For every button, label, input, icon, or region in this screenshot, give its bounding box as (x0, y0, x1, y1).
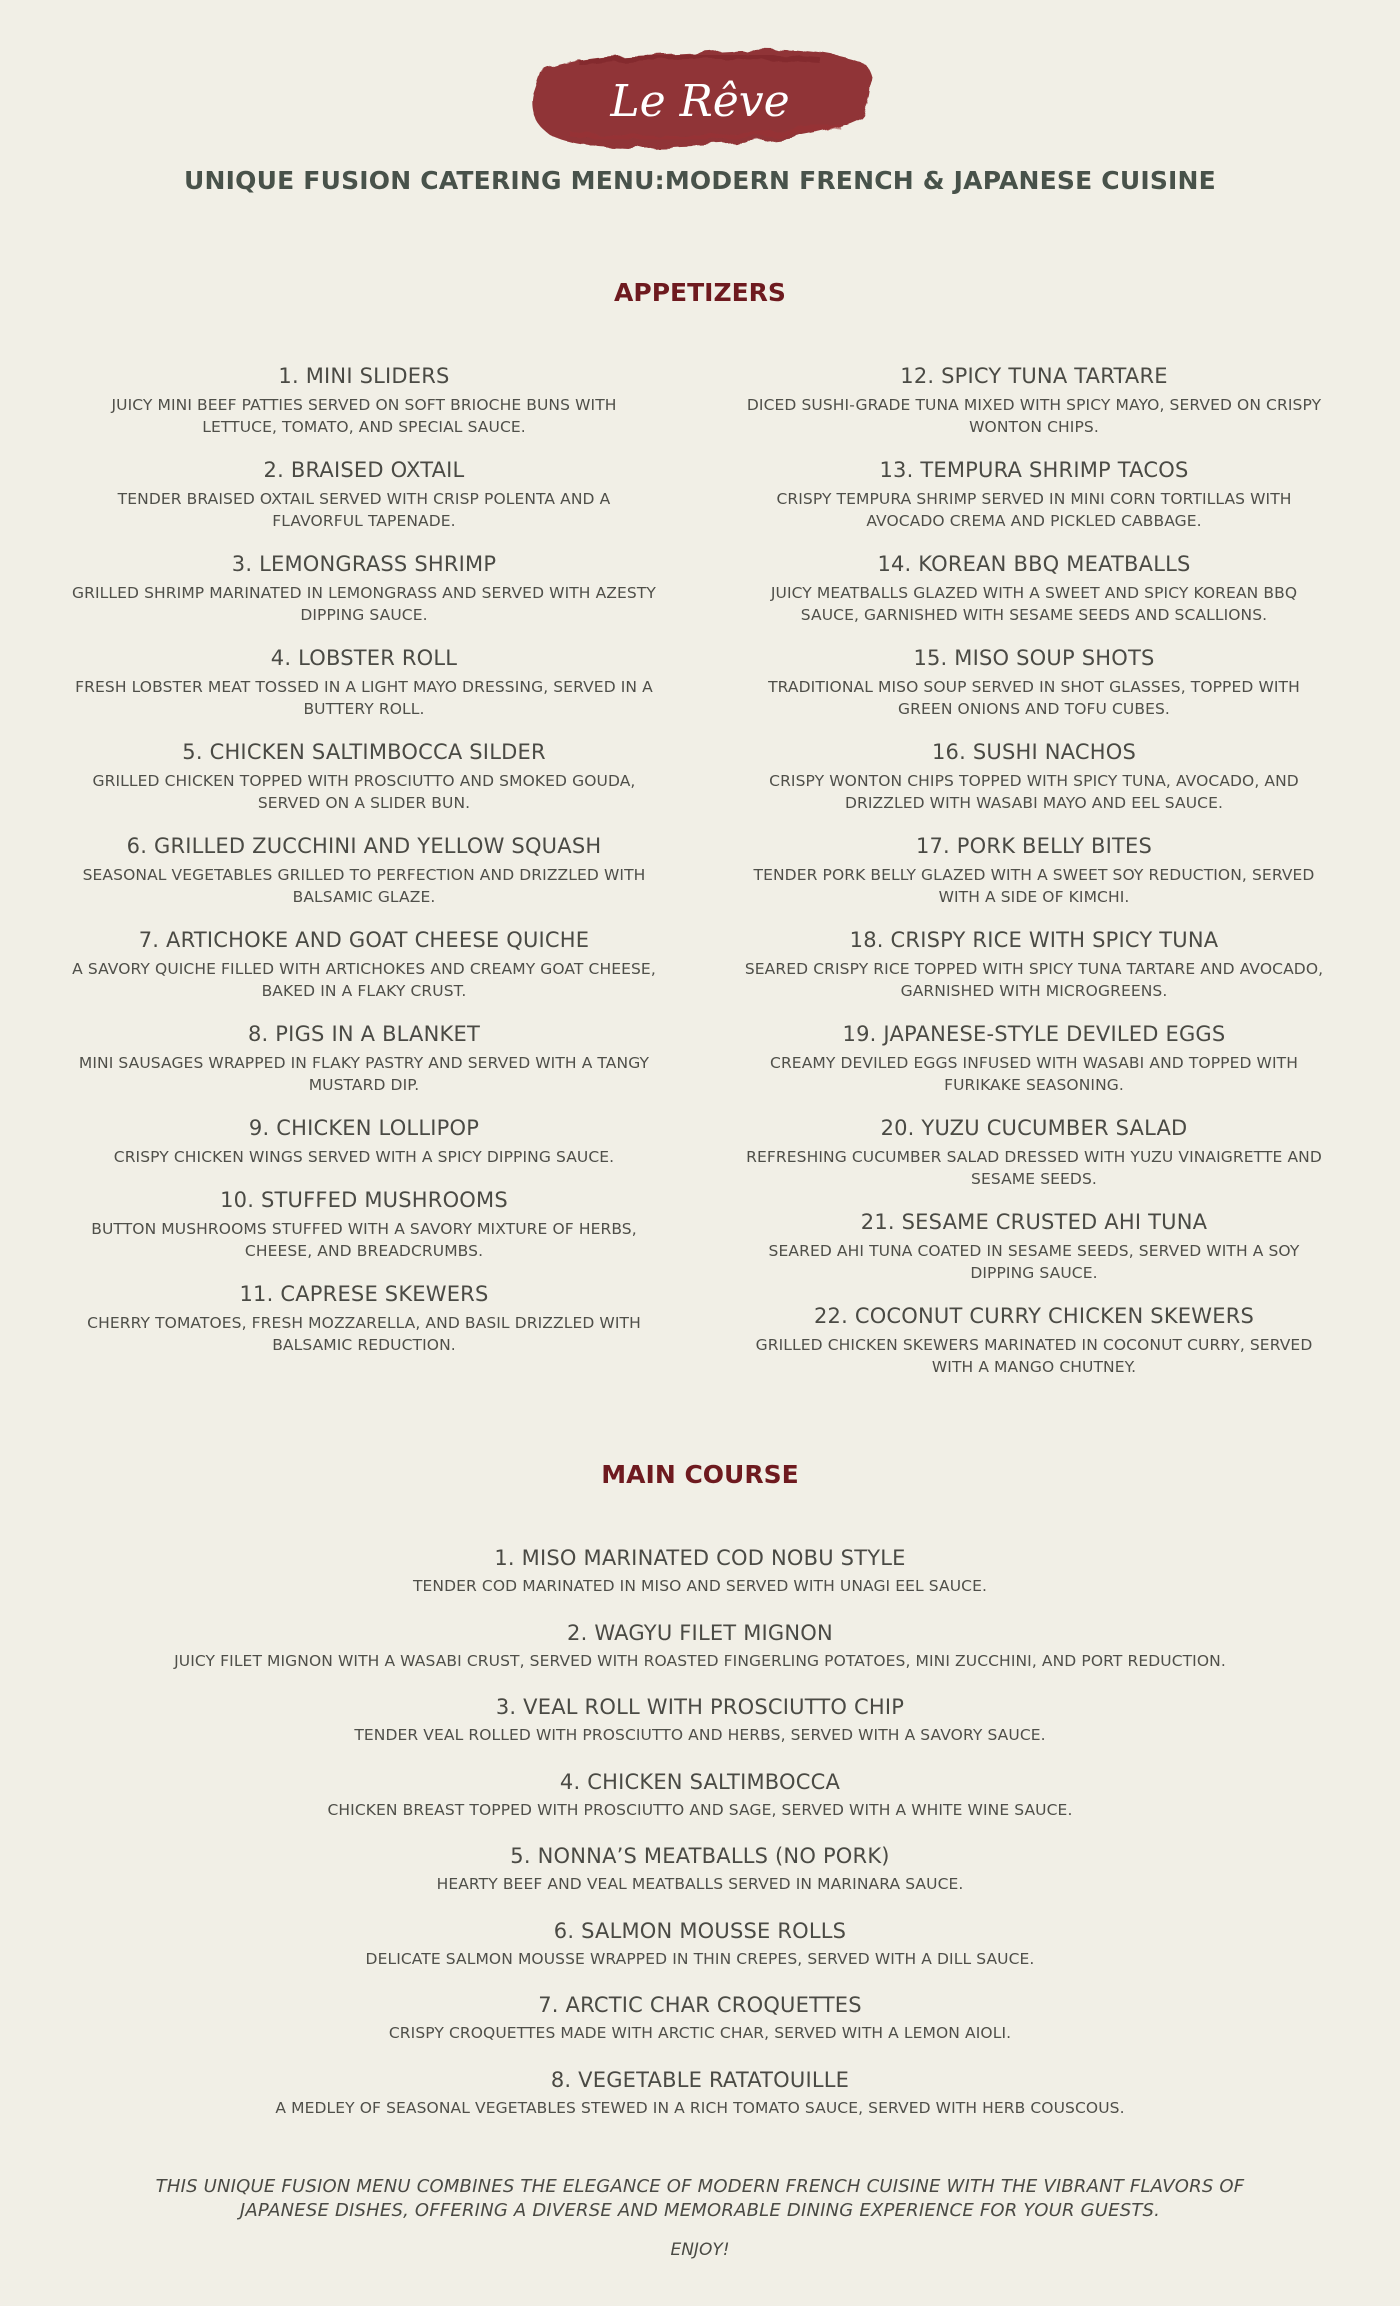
item-title: 20. YUZU CUCUMBER SALAD (880, 1116, 1188, 1140)
menu-item (64, 1113, 664, 1185)
item-description: SEARED AHI TUNA COATED IN SESAME SEEDS, SERVED WITH A SOY DIPPING SAUCE. (768, 1242, 1300, 1282)
main-course-heading: MAIN COURSE (601, 1460, 799, 1489)
menu-item (64, 643, 664, 737)
item-description: A SAVORY QUICHE FILLED WITH ARTICHOKES AND CREAMY GOAT CHEESE, BAKED IN A FLAKY CRUST. (72, 960, 656, 1000)
menu-item (60, 1543, 1340, 1618)
item-title: 17. PORK BELLY BITES (915, 834, 1153, 858)
item-description: DELICATE SALMON MOUSSE WRAPPED IN THIN CREPES, SERVED WITH A DILL SAUCE. (365, 1949, 1035, 1968)
item-description: MINI SAUSAGES WRAPPED IN FLAKY PASTRY AND SERVED WITH A TANGY MUSTARD DIP. (78, 1054, 650, 1094)
item-description: FRESH LOBSTER MEAT TOSSED IN A LIGHT MAYO DRESSING, SERVED IN A BUTTERY ROLL. (75, 678, 653, 718)
item-title: 21. SESAME CRUSTED AHI TUNA (860, 1210, 1208, 1234)
item-description: TRADITIONAL MISO SOUP SERVED IN SHOT GLASSES, TOPPED WITH GREEN ONIONS AND TOFU CUBES. (768, 678, 1300, 718)
appetizers-right-column (734, 361, 1334, 1395)
footer-note: THIS UNIQUE FUSION MENU COMBINES THE ELEGANCE OF MODERN FRENCH CUISINE WITH THE VIBRANT FLAVORS OF JAPANESE DISHES, OFFERING A DIVERSE AND MEMORABLE DINING EXPERIENCE FOR YOUR GUESTS. (155, 2176, 1245, 2221)
appetizers-heading: APPETIZERS (614, 278, 786, 307)
item-title: 18. CRISPY RICE WITH SPICY TUNA (849, 928, 1219, 952)
menu-item (734, 1207, 1334, 1301)
item-title: 4. LOBSTER ROLL (270, 646, 458, 670)
item-description: DICED SUSHI-GRADE TUNA MIXED WITH SPICY MAYO, SERVED ON CRISPY WONTON CHIPS. (746, 396, 1322, 436)
item-description: JUICY FILET MIGNON WITH A WASABI CRUST, SERVED WITH ROASTED FINGERLING POTATOES, MINI ZUCCHINI, AND PORT REDUCTION. (174, 1651, 1226, 1670)
item-title: 9. CHICKEN LOLLIPOP (248, 1116, 480, 1140)
menu-item (734, 1301, 1334, 1395)
menu-item (64, 925, 664, 1019)
menu-item (734, 831, 1334, 925)
item-title: 3. VEAL ROLL WITH PROSCIUTTO CHIP (495, 1695, 905, 1719)
item-title: 13. TEMPURA SHRIMP TACOS (879, 458, 1189, 482)
item-description: GRILLED CHICKEN TOPPED WITH PROSCIUTTO AND SMOKED GOUDA, SERVED ON A SLIDER BUN. (92, 772, 636, 812)
menu-item (60, 1916, 1340, 1991)
item-description: CRISPY CROQUETTES MADE WITH ARCTIC CHAR, SERVED WITH A LEMON AIOLI. (388, 2024, 1012, 2042)
menu-item (734, 549, 1334, 643)
item-description: CREAMY DEVILED EGGS INFUSED WITH WASABI AND TOPPED WITH FURIKAKE SEASONING. (770, 1054, 1298, 1094)
item-title: 2. BRAISED OXTAIL (263, 458, 465, 482)
item-description: HEARTY BEEF AND VEAL MEATBALLS SERVED IN MARINARA SAUCE. (436, 1875, 964, 1893)
menu-item (734, 643, 1334, 737)
menu-item (60, 1990, 1340, 2065)
item-description: JUICY MINI BEEF PATTIES SERVED ON SOFT BRIOCHE BUNS WITH LETTUCE, TOMATO, AND SPECIAL SAUCE. (111, 396, 617, 436)
menu-item (60, 1841, 1340, 1916)
item-title: 1. MISO MARINATED COD NOBU STYLE (494, 1546, 906, 1570)
item-title: 7. ARTICHOKE AND GOAT CHEESE QUICHE (138, 928, 590, 952)
menu-item (64, 1019, 664, 1113)
menu-item (734, 1113, 1334, 1207)
menu-item (64, 1279, 664, 1373)
item-description: CRISPY WONTON CHIPS TOPPED WITH SPICY TUNA, AVOCADO, AND DRIZZLED WITH WASABI MAYO AND EEL SAUCE. (769, 772, 1299, 812)
menu-item (60, 1767, 1340, 1842)
menu-item (64, 549, 664, 643)
item-title: 8. VEGETABLE RATATOUILLE (550, 2067, 850, 2092)
item-description: TENDER BRAISED OXTAIL SERVED WITH CRISP POLENTA AND A FLAVORFUL TAPENADE. (117, 490, 611, 530)
menu-item (64, 1185, 664, 1279)
item-title: 8. PIGS IN A BLANKET (248, 1022, 480, 1046)
menu-item (734, 455, 1334, 549)
item-title: 12. SPICY TUNA TARTARE (900, 364, 1168, 388)
item-title: 6. SALMON MOUSSE ROLLS (553, 1918, 847, 1943)
item-description: BUTTON MUSHROOMS STUFFED WITH A SAVORY MIXTURE OF HERBS, CHEESE, AND BREADCRUMBS. (91, 1220, 637, 1260)
menu-item (64, 361, 664, 455)
item-description: SEASONAL VEGETABLES GRILLED TO PERFECTION AND DRIZZLED WITH BALSAMIC GLAZE. (82, 866, 646, 906)
item-description: A MEDLEY OF SEASONAL VEGETABLES STEWED IN A RICH TOMATO SAUCE, SERVED WITH HERB COUSCOUS. (275, 2098, 1125, 2117)
item-description: CHICKEN BREAST TOPPED WITH PROSCIUTTO AND SAGE, SERVED WITH A WHITE WINE SAUCE. (327, 1800, 1073, 1819)
menu-item (734, 737, 1334, 831)
item-title: 3. LEMONGRASS SHRIMP (231, 552, 497, 576)
item-title: 5. CHICKEN SALTIMBOCCA SILDER (182, 740, 546, 764)
item-title: 2. WAGYU FILET MIGNON (567, 1620, 833, 1645)
item-description: TENDER COD MARINATED IN MISO AND SERVED WITH UNAGI EEL SAUCE. (412, 1577, 988, 1595)
menu-item (734, 361, 1334, 455)
item-description: TENDER PORK BELLY GLAZED WITH A SWEET SOY REDUCTION, SERVED WITH A SIDE OF KIMCHI. (753, 866, 1315, 906)
menu-subtitle: UNIQUE FUSION CATERING MENU:MODERN FRENCH & JAPANESE CUISINE (184, 166, 1216, 195)
item-title: 22. COCONUT CURRY CHICKEN SKEWERS (813, 1304, 1255, 1328)
item-description: GRILLED SHRIMP MARINATED IN LEMONGRASS AND SERVED WITH AZESTY DIPPING SAUCE. (72, 584, 656, 624)
item-title: 5. NONNA’S MEATBALLS (NO PORK) (510, 1844, 890, 1868)
item-title: 11. CAPRESE SKEWERS (239, 1282, 489, 1306)
menu-item (60, 1618, 1340, 1693)
item-title: 7. ARCTIC CHAR CROQUETTES (538, 1993, 862, 2017)
item-description: TENDER VEAL ROLLED WITH PROSCIUTTO AND HERBS, SERVED WITH A SAVORY SAUCE. (354, 1726, 1046, 1744)
brush-stroke-logo (520, 34, 880, 164)
item-title: 4. CHICKEN SALTIMBOCCA (559, 1769, 841, 1794)
menu-item (64, 737, 664, 831)
brand-logo (0, 34, 1400, 164)
menu-item (60, 1692, 1340, 1767)
item-description: REFRESHING CUCUMBER SALAD DRESSED WITH YUZU VINAIGRETTE AND SESAME SEEDS. (746, 1148, 1322, 1188)
item-description: JUICY MEATBALLS GLAZED WITH A SWEET AND SPICY KOREAN BBQ SAUCE, GARNISHED WITH SESAME SEEDS AND SCALLIONS. (770, 584, 1298, 624)
menu-item (60, 2065, 1340, 2140)
footer-closing: ENJOY! (670, 2240, 730, 2260)
menu-item (64, 831, 664, 925)
item-description: GRILLED CHICKEN SKEWERS MARINATED IN COCONUT CURRY, SERVED WITH A MANGO CHUTNEY. (755, 1336, 1313, 1376)
item-title: 15. MISO SOUP SHOTS (913, 646, 1155, 670)
item-description: CRISPY TEMPURA SHRIMP SERVED IN MINI CORN TORTILLAS WITH AVOCADO CREMA AND PICKLED CABBAGE. (776, 490, 1292, 530)
item-title: 6. GRILLED ZUCCHINI AND YELLOW SQUASH (126, 834, 602, 858)
item-title: 10. STUFFED MUSHROOMS (220, 1188, 508, 1212)
item-title: 14. KOREAN BBQ MEATBALLS (877, 552, 1191, 576)
item-description: SEARED CRISPY RICE TOPPED WITH SPICY TUNA TARTARE AND AVOCADO, GARNISHED WITH MICROGREENS. (744, 960, 1324, 1000)
brand-name: Le Rêve (610, 76, 790, 127)
appetizers-left-column (64, 361, 664, 1373)
main-course-list (60, 1543, 1340, 2139)
menu-item (64, 455, 664, 549)
item-title: 1. MINI SLIDERS (278, 364, 450, 388)
item-description: CHERRY TOMATOES, FRESH MOZZARELLA, AND BASIL DRIZZLED WITH BALSAMIC REDUCTION. (87, 1314, 641, 1354)
item-title: 16. SUSHI NACHOS (932, 740, 1136, 764)
item-description: CRISPY CHICKEN WINGS SERVED WITH A SPICY DIPPING SAUCE. (113, 1148, 615, 1166)
menu-item (734, 1019, 1334, 1113)
item-title: 19. JAPANESE-STYLE DEVILED EGGS (842, 1022, 1226, 1046)
menu-item (734, 925, 1334, 1019)
